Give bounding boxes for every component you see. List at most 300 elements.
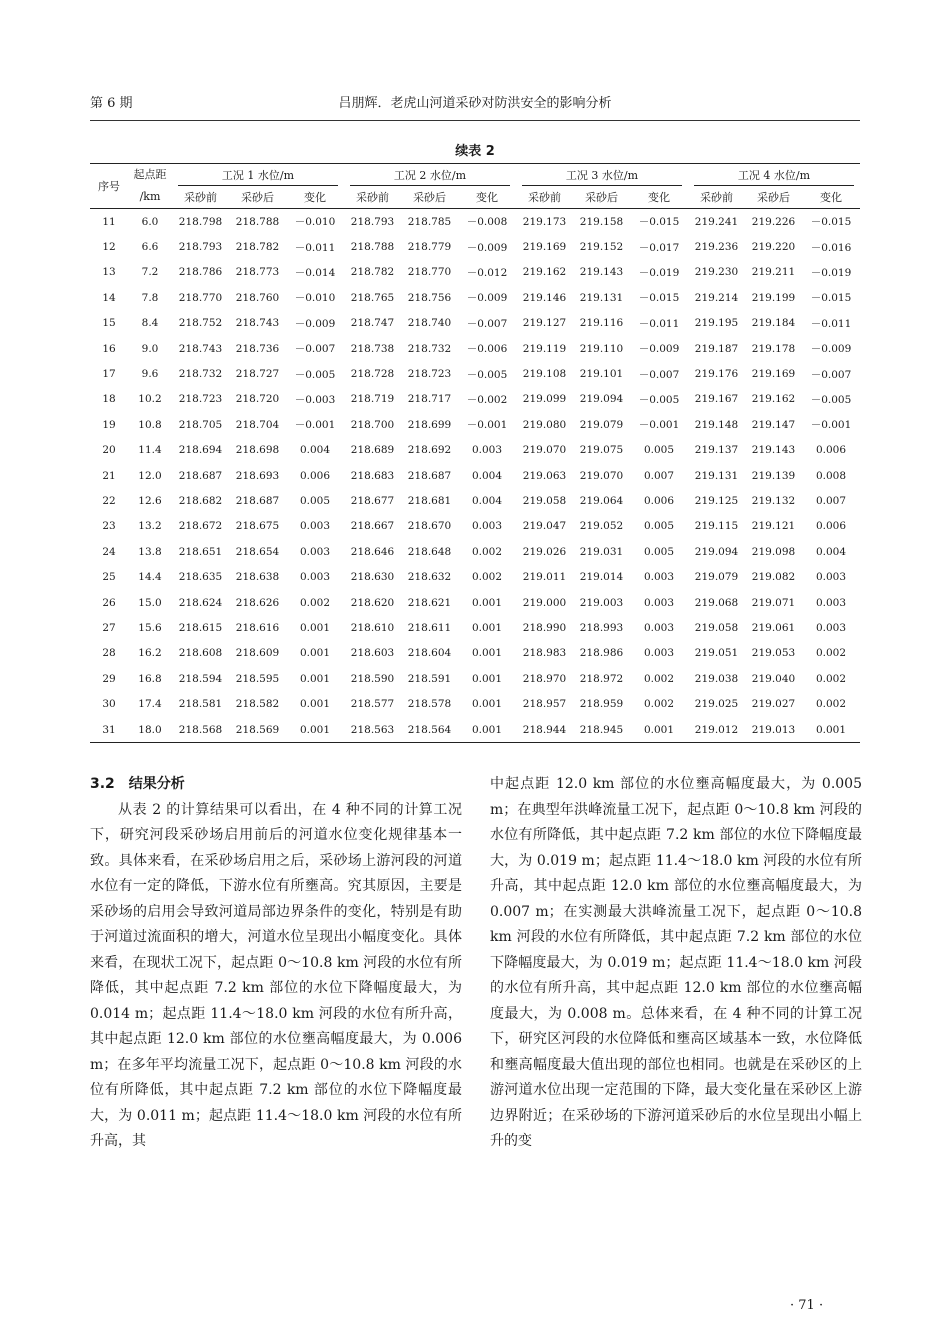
table-cell: 218.687 <box>235 494 280 507</box>
table-cell: 218.785 <box>407 215 452 228</box>
table-cell: 219.047 <box>522 520 567 533</box>
table-cell: 219.040 <box>751 672 796 685</box>
table-cell: 0.008 <box>815 469 847 482</box>
table-cell: 0.001 <box>471 647 503 660</box>
table-cell: 219.199 <box>751 291 796 304</box>
table-cell: 0.001 <box>286 717 344 743</box>
group-header-2: 工况 2 水位/m <box>344 164 516 187</box>
table-cell: 9.6 <box>141 368 159 381</box>
table-cell: 219.116 <box>579 317 624 330</box>
sub-header: 采砂后 <box>229 186 286 209</box>
table-cell: 219.173 <box>522 215 567 228</box>
table-cell: 13.8 <box>138 545 162 558</box>
table-cell: 22 <box>102 494 116 507</box>
table-cell: －0.019 <box>810 266 852 279</box>
table-cell: 219.038 <box>694 672 739 685</box>
table-cell: 25 <box>102 571 116 584</box>
table-cell: 218.983 <box>522 647 567 660</box>
table-cell: 0.001 <box>299 647 331 660</box>
table-cell: 219.101 <box>579 368 624 381</box>
table-cell: 0.001 <box>471 672 503 685</box>
table-cell: 14.4 <box>138 571 162 584</box>
col-distance-header <box>128 164 172 209</box>
table-row <box>90 539 860 564</box>
table-cell: 219.031 <box>579 545 624 558</box>
table-cell: 0.003 <box>643 621 675 634</box>
table-cell: 0.003 <box>299 571 331 584</box>
table-cell: 218.670 <box>407 520 452 533</box>
table-cell: 219.211 <box>751 266 796 279</box>
table-cell: －0.002 <box>466 393 508 406</box>
table-row <box>90 412 860 437</box>
table-cell: 219.184 <box>751 317 796 330</box>
table-cell: 219.176 <box>694 368 739 381</box>
sub-header: 变化 <box>630 186 688 209</box>
table-cell: 218.611 <box>407 621 452 634</box>
table-cell: 31 <box>90 717 128 743</box>
table-cell: 27 <box>102 621 116 634</box>
table-cell: 219.236 <box>694 241 739 254</box>
table-cell: 218.603 <box>350 647 395 660</box>
table-cell: 0.003 <box>643 647 675 660</box>
table-cell: 219.241 <box>694 215 739 228</box>
table-cell: 0.003 <box>643 596 675 609</box>
table-cell: 218.727 <box>235 368 280 381</box>
table-cell: 7.2 <box>141 266 159 279</box>
table-cell: 219.051 <box>694 647 739 660</box>
issue-label: 第 6 期 <box>90 96 133 111</box>
table-cell: 219.075 <box>579 444 624 457</box>
table-cell: －0.015 <box>810 216 852 229</box>
table-cell: －0.005 <box>810 393 852 406</box>
table-cell: 0.006 <box>815 520 847 533</box>
sub-header: 变化 <box>802 186 860 209</box>
table-row <box>90 514 860 539</box>
table-cell: 218.793 <box>350 215 395 228</box>
table-cell: 0.003 <box>471 520 503 533</box>
table-cell: 218.692 <box>407 444 452 457</box>
table-cell: 0.001 <box>299 672 331 685</box>
article-title: 吕朋辉．老虎山河道采砂对防洪安全的影响分析 <box>338 96 612 111</box>
table-cell: 16.2 <box>138 647 162 660</box>
table-cell: 218.610 <box>350 621 395 634</box>
table-cell: 9.0 <box>141 342 159 355</box>
table-cell: 218.990 <box>522 621 567 634</box>
table-cell: －0.014 <box>294 266 336 279</box>
table-cell: －0.001 <box>638 419 680 432</box>
table-cell: 218.667 <box>350 520 395 533</box>
sub-header: 采砂前 <box>516 186 573 209</box>
table-cell: －0.010 <box>294 292 336 305</box>
table-cell: 218.720 <box>235 393 280 406</box>
table-cell: 219.152 <box>579 241 624 254</box>
table-cell: 218.732 <box>178 368 223 381</box>
table-cell: 219.137 <box>694 444 739 457</box>
table-cell: 0.002 <box>471 545 503 558</box>
table-cell: 218.793 <box>178 241 223 254</box>
table-cell: 218.569 <box>229 717 286 743</box>
table-cell: 218.765 <box>350 291 395 304</box>
table-cell: 17 <box>102 368 116 381</box>
table-cell: 218.738 <box>350 342 395 355</box>
table-cell: 0.001 <box>458 717 516 743</box>
table-cell: 219.214 <box>694 291 739 304</box>
table-cell: 0.006 <box>815 444 847 457</box>
table-cell: 0.001 <box>630 717 688 743</box>
table-cell: 0.005 <box>643 444 675 457</box>
table-cell: 218.786 <box>178 266 223 279</box>
table-cell: 0.007 <box>815 494 847 507</box>
table-cell: －0.001 <box>810 419 852 432</box>
table-cell: 0.003 <box>643 571 675 584</box>
table-cell: 0.003 <box>299 545 331 558</box>
table-cell: 16.8 <box>138 672 162 685</box>
group-header-4: 工况 4 水位/m <box>688 164 860 187</box>
table-cell: 30 <box>102 698 116 711</box>
table-cell: 219.131 <box>694 469 739 482</box>
table-cell: －0.005 <box>638 393 680 406</box>
table-cell: 26 <box>102 596 116 609</box>
table-cell: 218.654 <box>235 545 280 558</box>
table-cell: 15 <box>102 317 116 330</box>
table-cell: 0.002 <box>471 571 503 584</box>
table-cell: 17.4 <box>138 698 162 711</box>
table-cell: 218.621 <box>407 596 452 609</box>
table-cell: 218.723 <box>407 368 452 381</box>
table-cell: 219.187 <box>694 342 739 355</box>
table-cell: 0.005 <box>643 545 675 558</box>
table-cell: 0.001 <box>471 621 503 634</box>
table-cell: 8.4 <box>141 317 159 330</box>
table-cell: 219.058 <box>522 494 567 507</box>
table-cell: 219.158 <box>579 215 624 228</box>
table-cell: 218.743 <box>178 342 223 355</box>
table-cell: 219.169 <box>522 241 567 254</box>
table-cell: 219.162 <box>522 266 567 279</box>
table-cell: 6.0 <box>141 215 159 228</box>
table-cell: －0.009 <box>466 292 508 305</box>
table-cell: －0.007 <box>810 368 852 381</box>
table-cell: 219.071 <box>751 596 796 609</box>
table-cell: 0.003 <box>471 444 503 457</box>
table-cell: 218.616 <box>235 621 280 634</box>
table-cell: 218.705 <box>178 418 223 431</box>
table-cell: 218.694 <box>178 444 223 457</box>
table-row <box>90 336 860 361</box>
section-title: 3.2 结果分析 <box>90 776 185 792</box>
table-cell: 219.099 <box>522 393 567 406</box>
table-cell: 219.070 <box>579 469 624 482</box>
table-row <box>90 564 860 589</box>
table-cell: 218.564 <box>401 717 458 743</box>
table-cell: 218.609 <box>235 647 280 660</box>
table-cell: 219.003 <box>579 596 624 609</box>
table-cell: 218.582 <box>235 698 280 711</box>
table-row <box>90 691 860 716</box>
table-cell: 219.013 <box>745 717 802 743</box>
table-cell: 218.717 <box>407 393 452 406</box>
table-cell: 219.119 <box>522 342 567 355</box>
table-cell: 10.2 <box>138 393 162 406</box>
table-cell: 218.594 <box>178 672 223 685</box>
table-cell: 219.052 <box>579 520 624 533</box>
sub-header: 采砂前 <box>344 186 401 209</box>
table-cell: 219.000 <box>522 596 567 609</box>
paragraph-right: 中起点距 12.0 km 部位的水位壅高幅度最大，为 0.005 m；在典型年洪峰流量工况下，起点距 0～10.8 km 河段的水位有所降低，其中起点距 7.2 km 部位的水位下降幅度最大，为 0.019 m；起点距 11.4～18.0 km 河段的水位有所升高，其中起点距 12.0 km 部位的水位壅高幅度最大，为 0.007 m；在实测最大洪峰流量工况下，起点距 0～10.8 km 河段的水位有所降低，其中起点距 7.2 km 部位的水位下降幅度最大，为 0.019 m；起点距 11.4～18.0 km 河段的水位有所升高，其中起点距 12.0 km 部位的水位壅高幅度最大，为 0.008 m。总体来看，在 4 种不同的计算工况下，研究区河段的水位降低和壅高区域基本一致，水位降低和壅高幅度最大值出现的部位也相同。也就是在采砂区的上游河道水位出现一定范围的下降，最大变化量在采砂区上游边界附近；在采砂场的下游河道采砂后的水位呈现出小幅上升的变 <box>490 776 862 1149</box>
table-cell: 218.624 <box>178 596 223 609</box>
table-cell: －0.011 <box>294 241 336 254</box>
table-cell: 219.082 <box>751 571 796 584</box>
table-cell: 23 <box>102 520 116 533</box>
table-cell: 218.756 <box>407 291 452 304</box>
table-cell: －0.009 <box>466 241 508 254</box>
table-cell: 218.590 <box>350 672 395 685</box>
table-cell: 218.760 <box>235 291 280 304</box>
table-cell: 218.563 <box>344 717 401 743</box>
table-cell: 218.626 <box>235 596 280 609</box>
table-cell: 0.001 <box>802 717 860 743</box>
table-cell: 0.006 <box>299 469 331 482</box>
table-cell: －0.001 <box>294 419 336 432</box>
table-cell: 12.6 <box>138 494 162 507</box>
group-header-1: 工况 1 水位/m <box>172 164 344 187</box>
table-cell: 29 <box>102 672 116 685</box>
table-cell: 18 <box>102 393 116 406</box>
table-cell: 19 <box>102 418 116 431</box>
table-cell: 219.079 <box>694 571 739 584</box>
table-cell: 218.646 <box>350 545 395 558</box>
table-cell: 218.970 <box>522 672 567 685</box>
table-cell: 219.110 <box>579 342 624 355</box>
table-cell: －0.011 <box>638 317 680 330</box>
table-cell: 0.003 <box>299 520 331 533</box>
sub-header: 变化 <box>286 186 344 209</box>
table-cell: 11 <box>102 215 116 228</box>
table-cell: 0.002 <box>643 698 675 711</box>
table-cell: 219.026 <box>522 545 567 558</box>
table-cell: －0.015 <box>638 216 680 229</box>
sub-header: 采砂后 <box>573 186 630 209</box>
table-cell: －0.005 <box>466 368 508 381</box>
table-cell: 219.014 <box>579 571 624 584</box>
table-cell: 0.003 <box>815 621 847 634</box>
table-cell: －0.010 <box>294 216 336 229</box>
table-cell: 18.0 <box>128 717 172 743</box>
table-row <box>90 615 860 640</box>
table-cell: 218.675 <box>235 520 280 533</box>
table-cell: 218.740 <box>407 317 452 330</box>
table-row <box>90 209 860 235</box>
table-cell: 219.094 <box>694 545 739 558</box>
table-row <box>90 488 860 513</box>
table-cell: 218.620 <box>350 596 395 609</box>
table-cell: －0.005 <box>294 368 336 381</box>
table-cell: 218.682 <box>178 494 223 507</box>
table-cell: 218.687 <box>407 469 452 482</box>
table-cell: －0.007 <box>466 317 508 330</box>
col-distance-label: 起点距 <box>133 168 167 181</box>
table-row <box>90 285 860 310</box>
table-row <box>90 260 860 285</box>
table-cell: 219.115 <box>694 520 739 533</box>
table-cell: －0.016 <box>810 241 852 254</box>
table-cell: 0.004 <box>471 494 503 507</box>
table-cell: 0.003 <box>815 571 847 584</box>
table-row <box>90 361 860 386</box>
table-cell: 218.677 <box>350 494 395 507</box>
table-cell: 0.005 <box>643 520 675 533</box>
table-cell: 0.005 <box>299 494 331 507</box>
table-cell: 20 <box>102 444 116 457</box>
table-cell: 0.002 <box>299 596 331 609</box>
table-cell: 0.004 <box>299 444 331 457</box>
sub-header: 采砂前 <box>688 186 745 209</box>
table-cell: 13 <box>102 266 116 279</box>
table-cell: 218.986 <box>579 647 624 660</box>
table-cell: 219.094 <box>579 393 624 406</box>
table-cell: 218.779 <box>407 241 452 254</box>
table-cell: 219.127 <box>522 317 567 330</box>
table-cell: 219.012 <box>688 717 745 743</box>
table-cell: －0.003 <box>294 393 336 406</box>
table-cell: 218.635 <box>178 571 223 584</box>
table-row <box>90 666 860 691</box>
table-cell: 218.732 <box>407 342 452 355</box>
table-cell: 219.121 <box>751 520 796 533</box>
table-cell: －0.008 <box>466 216 508 229</box>
right-column <box>490 772 862 1155</box>
table-cell: 218.672 <box>178 520 223 533</box>
header-rule <box>90 120 860 121</box>
page-number: · 71 · <box>790 1298 824 1313</box>
table-cell: －0.009 <box>638 343 680 356</box>
table-cell: 218.743 <box>235 317 280 330</box>
table-cell: 0.007 <box>643 469 675 482</box>
table-cell: 218.578 <box>407 698 452 711</box>
table-cell: 219.027 <box>751 698 796 711</box>
table-cell: 218.945 <box>573 717 630 743</box>
table-row <box>90 463 860 488</box>
table-row <box>90 438 860 463</box>
table-cell: 28 <box>102 647 116 660</box>
sub-header: 变化 <box>458 186 516 209</box>
table-cell: 219.108 <box>522 368 567 381</box>
table-cell: 219.143 <box>579 266 624 279</box>
table-row <box>90 590 860 615</box>
table-row <box>90 717 860 743</box>
table-cell: 218.972 <box>579 672 624 685</box>
table-cell: 219.131 <box>579 291 624 304</box>
table-cell: 219.079 <box>579 418 624 431</box>
table-cell: －0.019 <box>638 266 680 279</box>
table-cell: 218.993 <box>579 621 624 634</box>
table-cell: 0.002 <box>643 672 675 685</box>
table-cell: 0.002 <box>815 647 847 660</box>
table-cell: 15.0 <box>138 596 162 609</box>
table-cell: 218.719 <box>350 393 395 406</box>
table-cell: 15.6 <box>138 621 162 634</box>
table-cell: 218.770 <box>178 291 223 304</box>
table-cell: 218.604 <box>407 647 452 660</box>
table-cell: 12.0 <box>138 469 162 482</box>
table-cell: 218.591 <box>407 672 452 685</box>
table-cell: 0.001 <box>471 698 503 711</box>
table-cell: 24 <box>102 545 116 558</box>
table-cell: 219.146 <box>522 291 567 304</box>
table-cell: 219.068 <box>694 596 739 609</box>
table-cell: 218.704 <box>235 418 280 431</box>
table-cell: 219.125 <box>694 494 739 507</box>
table-cell: 218.615 <box>178 621 223 634</box>
table-cell: 219.148 <box>694 418 739 431</box>
table-cell: －0.001 <box>466 419 508 432</box>
table-cell: 219.139 <box>751 469 796 482</box>
table-cell: 219.025 <box>694 698 739 711</box>
table-cell: 0.006 <box>643 494 675 507</box>
table-cell: －0.015 <box>810 292 852 305</box>
table-cell: 218.770 <box>407 266 452 279</box>
col-distance-unit: /km <box>139 190 161 203</box>
table-cell: 218.651 <box>178 545 223 558</box>
table-row <box>90 234 860 259</box>
table-cell: 0.004 <box>471 469 503 482</box>
table-cell: －0.015 <box>638 292 680 305</box>
table-cell: 218.736 <box>235 342 280 355</box>
table-cell: 218.608 <box>178 647 223 660</box>
table-cell: 218.788 <box>350 241 395 254</box>
table-cell: 21 <box>102 469 116 482</box>
table-cell: 219.011 <box>522 571 567 584</box>
sub-header: 采砂后 <box>745 186 802 209</box>
left-column <box>90 772 462 1155</box>
table-cell: 219.147 <box>751 418 796 431</box>
table-cell: 7.8 <box>141 291 159 304</box>
table-cell: 219.178 <box>751 342 796 355</box>
table-cell: 219.058 <box>694 621 739 634</box>
group-header-3: 工况 3 水位/m <box>516 164 688 187</box>
table-cell: 219.167 <box>694 393 739 406</box>
table-cell: 218.630 <box>350 571 395 584</box>
table-cell: 11.4 <box>138 444 162 457</box>
table-cell: 219.080 <box>522 418 567 431</box>
table-cell: 219.070 <box>522 444 567 457</box>
paragraph-left: 从表 2 的计算结果可以看出，在 4 种不同的计算工况下，研究河段采砂场启用前后的河道水位变化规律基本一致。具体来看，在采砂场启用之后，采砂场上游河段的河道水位有一定的降低，下游水位有所壅高。究其原因，主要是采砂场的启用会导致河道局部边界条件的变化，特别是有助于河道过流面积的增大，河道水位呈现出小幅度变化。具体来看，在现状工况下，起点距 0～10.8 km 河段的水位有所降低，其中起点距 7.2 km 部位的水位下降幅度最大，为 0.014 m；起点距 11.4～18.0 km 河段的水位有所升高，其中起点距 12.0 km 部位的水位壅高幅度最大，为 0.006 m；在多年平均流量工况下，起点距 0～10.8 km 河段的水位有所降低，其中起点距 7.2 km 部位的水位下降幅度最大，为 0.011 m；起点距 11.4～18.0 km 河段的水位有所升高，其 <box>90 801 462 1149</box>
table-cell: 0.003 <box>815 596 847 609</box>
table-cell: 219.220 <box>751 241 796 254</box>
table-cell: 218.959 <box>579 698 624 711</box>
table-cell: 218.632 <box>407 571 452 584</box>
table-cell: 6.6 <box>141 241 159 254</box>
table-cell: 218.581 <box>178 698 223 711</box>
table-cell: 13.2 <box>138 520 162 533</box>
table-cell: 219.098 <box>751 545 796 558</box>
table-cell: －0.012 <box>466 266 508 279</box>
table-cell: 218.689 <box>350 444 395 457</box>
table-cell: 218.782 <box>235 241 280 254</box>
table-cell: 219.064 <box>579 494 624 507</box>
table-cell: 219.169 <box>751 368 796 381</box>
table-cell: 219.061 <box>751 621 796 634</box>
table-cell: 218.957 <box>522 698 567 711</box>
table-cell: 218.638 <box>235 571 280 584</box>
table-caption: 续表 2 <box>455 144 495 159</box>
table-cell: 218.782 <box>350 266 395 279</box>
table-cell: 219.143 <box>751 444 796 457</box>
table-cell: －0.007 <box>294 343 336 356</box>
table-cell: 218.723 <box>178 393 223 406</box>
table-cell: 218.752 <box>178 317 223 330</box>
col-index-header: 序号 <box>90 164 128 209</box>
